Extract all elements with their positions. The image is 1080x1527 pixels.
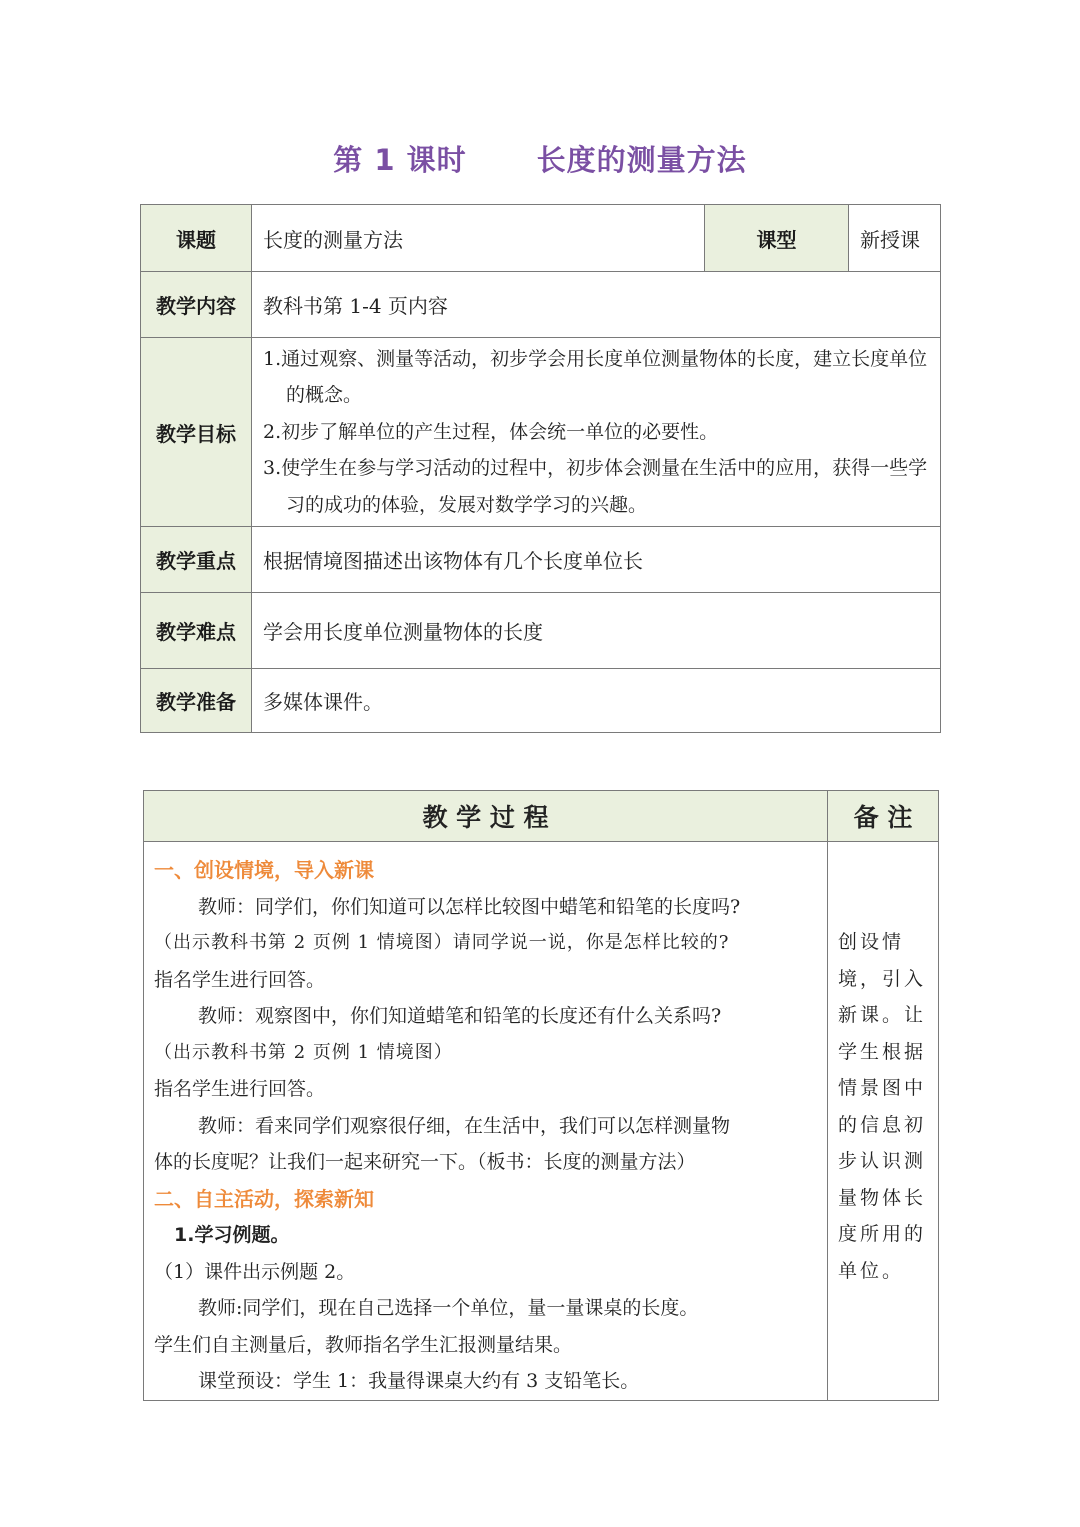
notes-cell xyxy=(828,842,939,1401)
section-heading: 一、创设情境，导入新课 xyxy=(154,858,374,882)
notes-header: 备 注 xyxy=(828,791,939,842)
process-line: 教师：看来同学们观察很仔细，在生活中，我们可以怎样测量物 xyxy=(198,1114,731,1137)
goal-item: 2.初步了解单位的产生过程，体会统一单位的必要性。 xyxy=(263,420,719,443)
goals-cell xyxy=(252,338,941,527)
preparation-label: 教学准备 xyxy=(141,669,252,733)
process-line: 教师：观察图中，你们知道蜡笔和铅笔的长度还有什么关系吗? xyxy=(198,1005,722,1027)
lesson-title: 长度的测量方法 xyxy=(536,143,747,177)
process-line: 指名学生进行回答。 xyxy=(154,968,326,991)
lesson-info-table xyxy=(140,204,941,733)
key-point-label: 教学重点 xyxy=(141,527,252,593)
teaching-process-table xyxy=(143,790,939,1401)
lesson-number: 第 1 课时 xyxy=(333,143,467,177)
section-heading: 二、自主活动，探索新知 xyxy=(154,1186,374,1211)
key-point-value: 根据情境图描述出该物体有几个长度单位长 xyxy=(252,527,941,593)
process-line: （1）课件出示例题 2。 xyxy=(154,1260,356,1283)
goal-item: 1.通过观察、测量等活动，初步学会用长度单位测量物体的长度，建立长度单位的概念。 xyxy=(263,347,928,407)
process-line: 学生们自主测量后，教师指名学生汇报测量结果。 xyxy=(154,1333,573,1356)
content-value: 教科书第 1-4 页内容 xyxy=(252,272,941,338)
content-label: 教学内容 xyxy=(141,272,252,338)
process-line: 课堂预设：学生 1：我量得课桌大约有 3 支铅笔长。 xyxy=(198,1370,640,1392)
page-title xyxy=(0,138,1080,179)
topic-label: 课题 xyxy=(141,205,252,272)
process-line: （出示教科书第 2 页例 1 情境图）请同学说一说，你是怎样比较的? xyxy=(154,932,730,953)
type-label: 课型 xyxy=(705,205,849,272)
preparation-value: 多媒体课件。 xyxy=(252,669,941,733)
process-line: 体的长度呢？让我们一起来研究一下。（板书：长度的测量方法） xyxy=(154,1151,696,1173)
type-value: 新授课 xyxy=(849,205,941,272)
topic-value: 长度的测量方法 xyxy=(252,205,705,272)
sub-heading: 1.学习例题。 xyxy=(174,1224,290,1246)
goal-item: 3.使学生在参与学习活动的过程中，初步体会测量在生活中的应用，获得一些学习的成功的体验，发展对数学学习的兴趣。 xyxy=(263,457,928,516)
note-text: 创设情境，引入新课。让学生根据情景图中的信息初步认识测量物体长度所用的单位。 xyxy=(838,931,927,1282)
difficulty-value: 学会用长度单位测量物体的长度 xyxy=(252,593,941,669)
process-header: 教 学 过 程 xyxy=(144,791,828,842)
process-line: 教师：同学们，你们知道可以怎样比较图中蜡笔和铅笔的长度吗? xyxy=(198,895,741,918)
goals-label: 教学目标 xyxy=(141,338,252,527)
difficulty-label: 教学难点 xyxy=(141,593,252,669)
process-body xyxy=(144,842,828,1401)
process-line: （出示教科书第 2 页例 1 情境图） xyxy=(154,1041,453,1063)
process-line: 指名学生进行回答。 xyxy=(154,1078,326,1100)
process-line: 教师:同学们，现在自己选择一个单位，量一量课桌的长度。 xyxy=(198,1297,699,1319)
